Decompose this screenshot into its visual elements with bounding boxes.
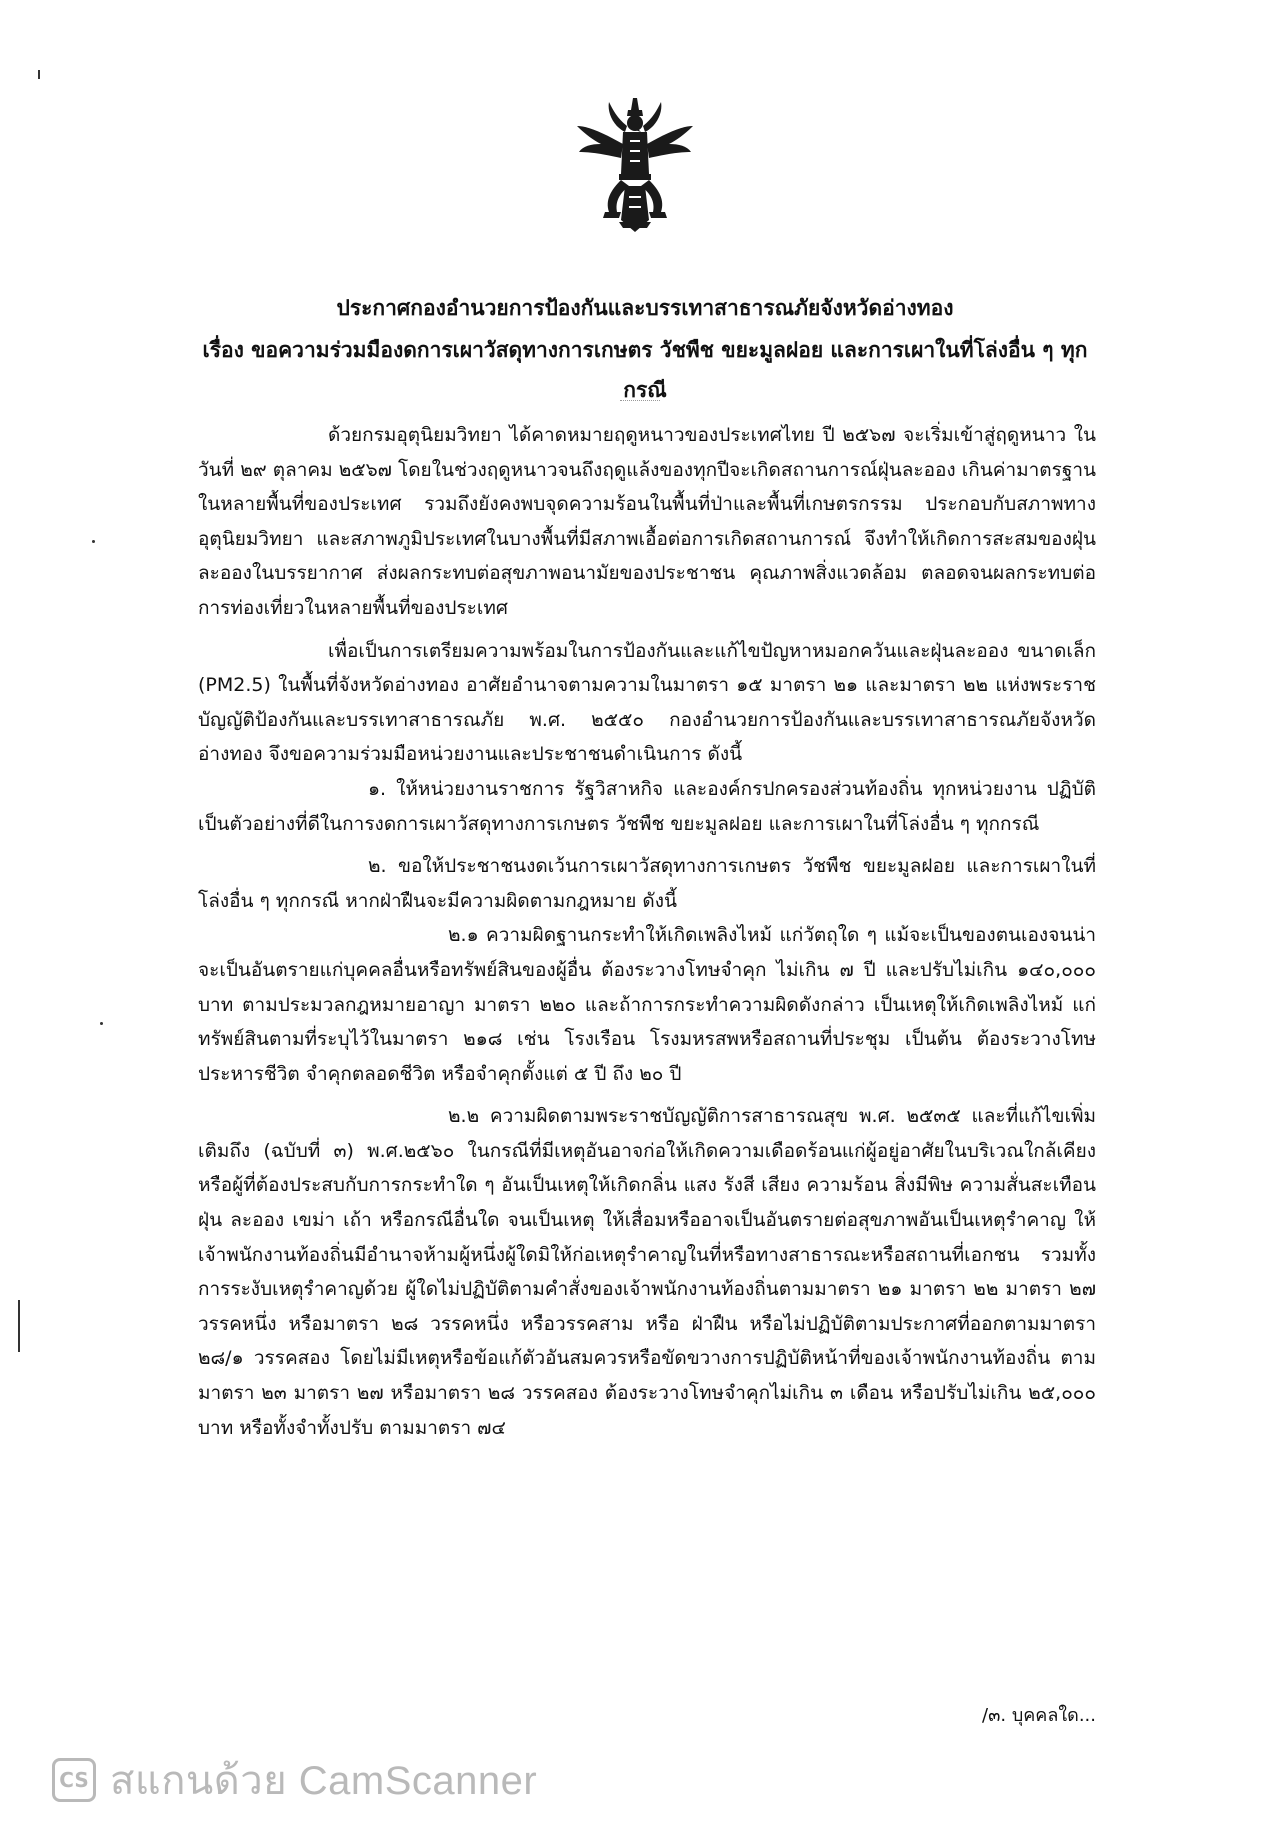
scan-mark <box>18 1300 20 1352</box>
camscanner-logo-icon: CS <box>52 1758 96 1802</box>
paragraph-background: ด้วยกรมอุตุนิยมวิทยา ได้คาดหมายฤดูหนาวของประเทศไทย ปี ๒๕๖๗ จะเริ่มเข้าสู่ฤดูหนาว ในวันที่ ๒๙ ตุลาคม ๒๕๖๗ โดยในช่วงฤดูหนาวจนถึงฤดูแล้งของทุกปีจะเกิดสถานการณ์ฝุ่นละออง เกินค่ามาตรฐานในหลายพื้นที่ของประเทศ รวมถึงยังคงพบจุดความร้อนในพื้นที่ป่าและพื้นที่เกษตรกรรม ประกอบกับสภาพทางอุตุนิยมวิทยา และสภาพภูมิประเทศในบางพื้นที่มีสภาพเอื้อต่อการเกิดสถานการณ์ จึงทำให้เกิดการสะสมของฝุ่นละอองในบรรยากาศ ส่งผลกระทบต่อสุขภาพอนามัยของประชาชน คุณภาพสิ่งแวดล้อม ตลอดจนผลกระทบต่อการท่องเที่ยวในหลายพื้นที่ของประเทศ <box>198 424 1096 619</box>
item-2-2: ๒.๒ ความผิดตามพระราชบัญญัติการสาธารณสุข พ.ศ. ๒๕๓๕ และที่แก้ไขเพิ่มเติมถึง (ฉบับที่ ๓) พ.ศ.๒๕๖๐ ในกรณีที่มีเหตุอันอาจก่อให้เกิดความเดือดร้อนแก่ผู้อยู่อาศัยในบริเวณใกล้เคียงหรือผู้ที่ต้องประสบกับการกระทำใด ๆ อันเป็นเหตุให้เกิดกลิ่น แสง รังสี เสียง ความร้อน สิ่งมีพิษ ความสั่นสะเทือน ฝุ่น ละออง เขม่า เถ้า หรือกรณีอื่นใด จนเป็นเหตุ ให้เสื่อมหรืออาจเป็นอันตรายต่อสุขภาพอันเป็นเหตุรำคาญ ให้เจ้าพนักงานท้องถิ่นมีอำนาจห้ามผู้หนึ่งผู้ใดมิให้ก่อเหตุรำคาญในที่หรือทางสาธารณะหรือสถานที่เอกชน รวมทั้งการระงับเหตุรำคาญด้วย ผู้ใดไม่ปฏิบัติตามคำสั่งของเจ้าพนักงานท้องถิ่นตามมาตรา ๒๑ มาตรา ๒๒ มาตรา ๒๗ วรรคหนึ่ง หรือมาตรา ๒๘ วรรคหนึ่ง หรือวรรคสาม หรือ ฝ่าฝืน หรือไม่ปฏิบัติตามประกาศที่ออกตามมาตรา ๒๘/๑ วรรคสอง โดยไม่มีเหตุหรือข้อแก้ตัวอันสมควรหรือขัดขวางการปฏิบัติหน้าที่ของเจ้าพนักงานท้องถิ่น ตามมาตรา ๒๓ มาตรา ๒๗ หรือมาตรา ๒๘ วรรคสอง ต้องระวางโทษจำคุกไม่เกิน ๓ เดือน หรือปรับไม่เกิน ๒๕,๐๐๐ บาท หรือทั้งจำทั้งปรับ ตามมาตรา ๗๔ <box>198 1105 1096 1439</box>
title-separator <box>620 400 660 402</box>
scan-mark <box>92 540 95 543</box>
paragraph-authority: เพื่อเป็นการเตรียมความพร้อมในการป้องกันและแก้ไขปัญหาหมอกควันและฝุ่นละออง ขนาดเล็ก (PM2.5) ในพื้นที่จังหวัดอ่างทอง อาศัยอำนาจตามความในมาตรา ๑๕ มาตรา ๒๑ และมาตรา ๒๒ แห่งพระราชบัญญัติป้องกันและบรรเทาสาธารณภัย พ.ศ. ๒๕๕๐ กองอำนวยการป้องกันและบรรเทาสาธารณภัยจังหวัดอ่างทอง จึงขอความร่วมมือหน่วยงานและประชาชนดำเนินการ ดังนี้ <box>198 639 1096 766</box>
announcement-body <box>198 418 1096 1445</box>
scan-mark <box>38 70 40 79</box>
item-1: ๑. ให้หน่วยงานราชการ รัฐวิสาหกิจ และองค์กรปกครองส่วนท้องถิ่น ทุกหน่วยงาน ปฏิบัติเป็นตัวอย่างที่ดีในการงดการเผาวัสดุทางการเกษตร วัชพืช ขยะมูลฝอย และการเผาในที่โล่งอื่น ๆ ทุกกรณี <box>198 777 1096 835</box>
camscanner-watermark <box>52 1752 537 1808</box>
next-page-marker: /๓. บุคคลใด... <box>982 1705 1096 1726</box>
garuda-emblem-icon <box>575 96 695 246</box>
item-2: ๒. ขอให้ประชาชนงดเว้นการเผาวัสดุทางการเกษตร วัชพืช ขยะมูลฝอย และการเผาในที่โล่งอื่น ๆ ทุกกรณี หากฝ่าฝืนจะมีความผิดตามกฎหมาย ดังนี้ <box>198 855 1096 912</box>
camscanner-label: สแกนด้วย CamScanner <box>110 1759 538 1803</box>
announcement-subject: เรื่อง ขอความร่วมมืองดการเผาวัสดุทางการเกษตร วัชพืช ขยะมูลฝอย และการเผาในที่โล่งอื่น ๆ ทุกกรณี <box>202 338 1088 402</box>
item-2-1: ๒.๑ ความผิดฐานกระทำให้เกิดเพลิงไหม้ แก่วัตถุใด ๆ แม้จะเป็นของตนเองจนน่าจะเป็นอันตรายแก่บุคคลอื่นหรือทรัพย์สินของผู้อื่น ต้องระวางโทษจำคุก ไม่เกิน ๗ ปี และปรับไม่เกิน ๑๔๐,๐๐๐ บาท ตามประมวลกฎหมายอาญา มาตรา ๒๒๐ และถ้าการกระทำความผิดดังกล่าว เป็นเหตุให้เกิดเพลิงไหม้ แก่ทรัพย์สินตามที่ระบุไว้ในมาตรา ๒๑๘ เช่น โรงเรือน โรงมหรสพหรือสถานที่ประชุม เป็นต้น ต้องระวางโทษประหารชีวิต จำคุกตลอดชีวิต หรือจำคุกตั้งแต่ ๕ ปี ถึง ๒๐ ปี <box>198 924 1096 1085</box>
scan-mark <box>100 1022 103 1025</box>
announcement-title: ประกาศกองอำนวยการป้องกันและบรรเทาสาธารณภัยจังหวัดอ่างทอง <box>336 296 954 320</box>
